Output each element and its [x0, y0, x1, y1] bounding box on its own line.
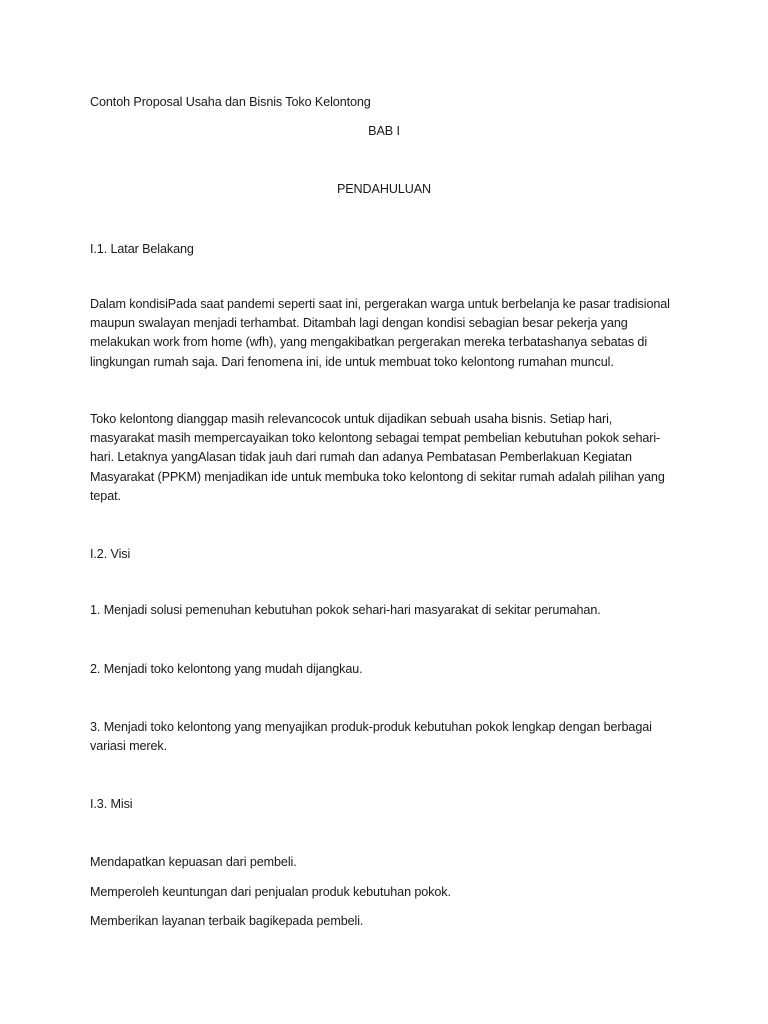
paragraph-line: 3. Menjadi toko kelontong yang menyajikan produk-produk kebutuhan pokok lengkap dengan berbagai [90, 720, 652, 734]
misi-item-2: Memperoleh keuntungan dari penjualan produk kebutuhan pokok. [90, 885, 451, 899]
chapter-title: PENDAHULUAN [336, 182, 432, 196]
paragraph-latar-belakang-1 [90, 295, 690, 372]
section-heading-misi: I.3. Misi [90, 797, 133, 811]
paragraph-line: tepat. [90, 488, 121, 503]
paragraph-line: lingkungan rumah saja. Dari fenomena ini, ide untuk membuat toko kelontong rumahan muncul. [90, 354, 614, 369]
paragraph-line: hari. Letaknya yangAlasan tidak jauh dari rumah dan adanya Pembatasan Pemberlakuan Kegiatan [90, 450, 632, 465]
paragraph-line: variasi merek. [90, 739, 167, 754]
document-title: Contoh Proposal Usaha dan Bisnis Toko Kelontong [90, 95, 371, 109]
chapter-number: BAB I [368, 124, 400, 138]
visi-item-2: 2. Menjadi toko kelontong yang mudah dijangkau. [90, 662, 363, 676]
paragraph-line: Masyarakat (PPKM) menjadikan ide untuk membuka toko kelontong di sekitar rumah adalah pilihan yang [90, 469, 665, 484]
section-heading-visi: I.2. Visi [90, 547, 131, 561]
paragraph-latar-belakang-2 [90, 410, 690, 506]
visi-item-1: 1. Menjadi solusi pemenuhan kebutuhan pokok sehari-hari masyarakat di sekitar perumahan. [90, 603, 601, 617]
paragraph-line: Toko kelontong dianggap masih relevancocok untuk dijadikan sebuah usaha bisnis. Setiap hari, [90, 412, 613, 426]
paragraph-line: maupun swalayan menjadi terhambat. Ditambah lagi dengan kondisi sebagian besar pekerja yang [90, 316, 628, 331]
section-heading-latar-belakang: I.1. Latar Belakang [90, 242, 194, 256]
misi-item-1: Mendapatkan kepuasan dari pembeli. [90, 855, 297, 869]
paragraph-line: Dalam kondisiPada saat pandemi seperti saat ini, pergerakan warga untuk berbelanja ke pasar tradisional [90, 297, 670, 311]
paragraph-line: melakukan work from home (wfh), yang mengakibatkan pergerakan mereka terbatashanya sebatas di [90, 335, 648, 350]
misi-item-3: Memberikan layanan terbaik bagikepada pembeli. [90, 914, 364, 928]
visi-item-3 [90, 718, 690, 756]
paragraph-line: masyarakat masih mempercayaikan toko kelontong sebagai tempat pembelian kebutuhan pokok sehari- [90, 431, 661, 446]
